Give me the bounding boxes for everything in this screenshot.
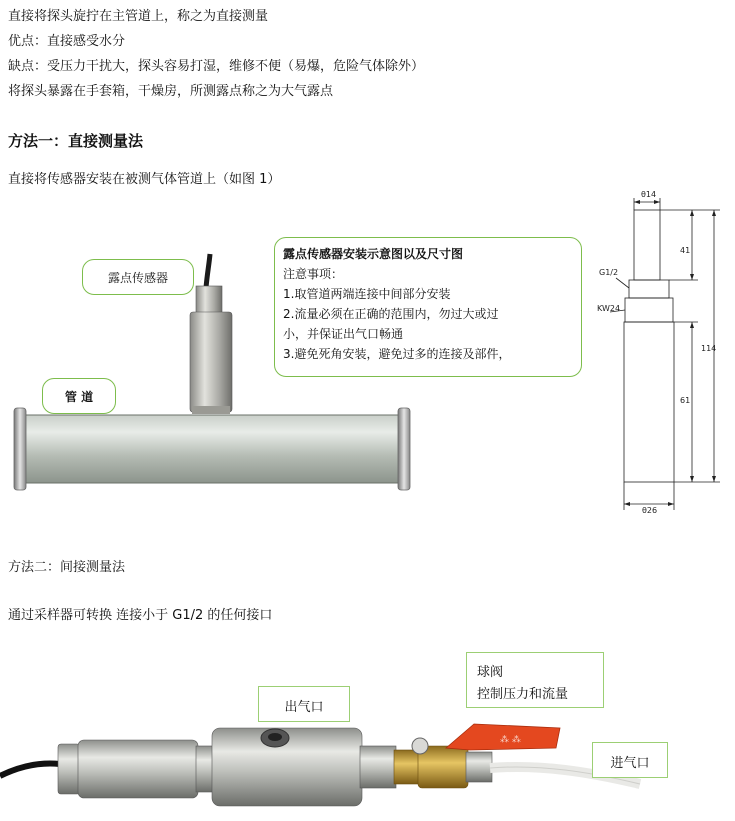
notes-item-2a: 2.流量必须在正确的范围内，勿过大或过 (283, 307, 499, 321)
dim-thread: G1/2 (599, 268, 619, 277)
notes-item-1: 1.取管道两端连接中间部分安装 (283, 287, 451, 301)
method1-title: 方法一：直接测量法 (8, 132, 144, 150)
dim-wrench: KW24 (597, 304, 621, 313)
inlet-label: 进气口 (610, 756, 650, 771)
intro-line-2: 优点：直接感受水分 (8, 34, 126, 49)
method2-title: 方法二：间接测量法 (8, 560, 126, 575)
outlet-label-box (258, 686, 350, 722)
dimension-drawing (590, 188, 730, 518)
dim-top-diameter: θ14 (641, 190, 657, 199)
inlet-label-box (592, 742, 668, 778)
valve-label-box (466, 652, 604, 708)
dim-114: 114 (701, 344, 717, 353)
notes-title: 露点传感器安装示意图以及尺寸图 (283, 247, 464, 261)
method1-desc: 直接将传感器安装在被测气体管道上（如图 1） (8, 172, 281, 187)
valve-label-2: 控制压力和流量 (477, 687, 569, 702)
valve-label-1: 球阀 (477, 665, 504, 680)
notes-item-2b: 小，并保证出气口畅通 (283, 327, 404, 341)
dim-bottom-diameter: θ26 (642, 506, 658, 515)
dim-41: 41 (680, 246, 691, 255)
notes-subtitle: 注意事项： (283, 267, 344, 281)
pipe-label: 管 道 (64, 390, 94, 404)
notes-item-3: 3.避免死角安装，避免过多的连接及部件， (283, 347, 511, 361)
outlet-label: 出气口 (284, 700, 324, 715)
method2-desc: 通过采样器可转换 连接小于 G1/2 的任何接口 (8, 608, 273, 623)
dim-61: 61 (680, 396, 691, 405)
svg-text:⁂ ⁂: ⁂ ⁂ (500, 735, 521, 745)
pipe-label-box (42, 378, 116, 414)
sensor-label-box (82, 259, 194, 295)
installation-notes (274, 237, 582, 377)
intro-line-4: 将探头暴露在手套箱，干燥房，所测露点称之为大气露点 (8, 84, 334, 99)
intro-line-3: 缺点：受压力干扰大，探头容易打湿，维修不便（易爆，危险气体除外） (8, 59, 425, 74)
intro-line-1: 直接将探头旋拧在主管道上，称之为直接测量 (8, 9, 269, 24)
sensor-label: 露点传感器 (107, 271, 168, 285)
